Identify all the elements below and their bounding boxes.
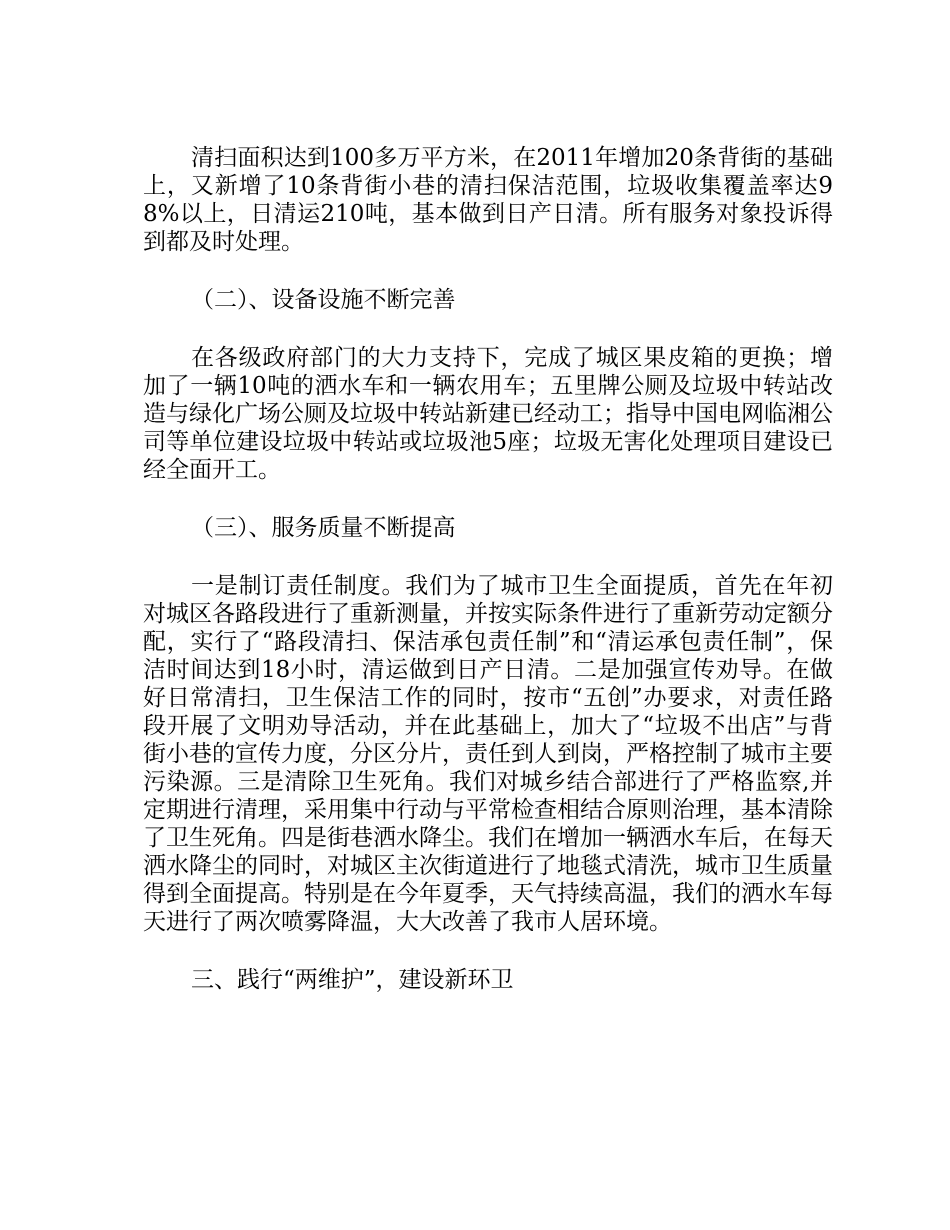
document-body [143, 144, 833, 994]
section-heading-equipment: （二）、设备设施不断完善 [191, 287, 456, 313]
paragraph-gap [143, 484, 833, 514]
paragraph-equipment: 在各级政府部门的大力支持下，完成了城区果皮箱的更换；增加了一辆10吨的洒水车和一辆农用车；五里牌公厕及垃圾中转站改造与绿化广场公厕及垃圾中转站新建已经动工；指导中国电网临湘公司等单位建设垃圾中转站或垃圾池5座；垃圾无害化处理项目建设已经全面开工。 [143, 345, 833, 483]
paragraph-gap [143, 256, 833, 286]
paragraph-gap [143, 542, 833, 572]
paragraph-gap [143, 936, 833, 966]
paragraph-gap [143, 314, 833, 344]
section-heading-two-maintenance: 三、践行“两维护”，建设新环卫 [191, 967, 514, 993]
paragraph-cleaning-coverage: 清扫面积达到100多万平方米，在2011年增加20条背街的基础上，又新增了10条背街小巷的清扫保洁范围，垃圾收集覆盖率达98%以上，日清运210吨，基本做到日产日清。所有服务对象投诉得到都及时处理。 [143, 145, 833, 255]
section-heading-service-quality: （三）、服务质量不断提高 [191, 515, 456, 541]
paragraph-service-quality: 一是制订责任制度。我们为了城市卫生全面提质，首先在年初对城区各路段进行了重新测量，并按实际条件进行了重新劳动定额分配，实行了“路段清扫、保洁承包责任制”和“清运承包责任制”，保洁时间达到18小时，清运做到日产日清。二是加强宣传劝导。在做好日常清扫，卫生保洁工作的同时，按市“五创”办要求，对责任路段开展了文明劝导活动，并在此基础上，加大了“垃圾不出店”与背街小巷的宣传力度，分区分片，责任到人到岗，严格控制了城市主要污染源。三是清除卫生死角。我们对城乡结合部进行了严格监察,并定期进行清理，采用集中行动与平常检查相结合原则治理，基本清除了卫生死角。四是街巷洒水降尘。我们在增加一辆洒水车后，在每天洒水降尘的同时，对城区主次街道进行了地毯式清洗，城市卫生质量得到全面提高。特别是在今年夏季，天气持续高温，我们的洒水车每天进行了两次喷雾降温，大大改善了我市人居环境。 [143, 573, 833, 935]
